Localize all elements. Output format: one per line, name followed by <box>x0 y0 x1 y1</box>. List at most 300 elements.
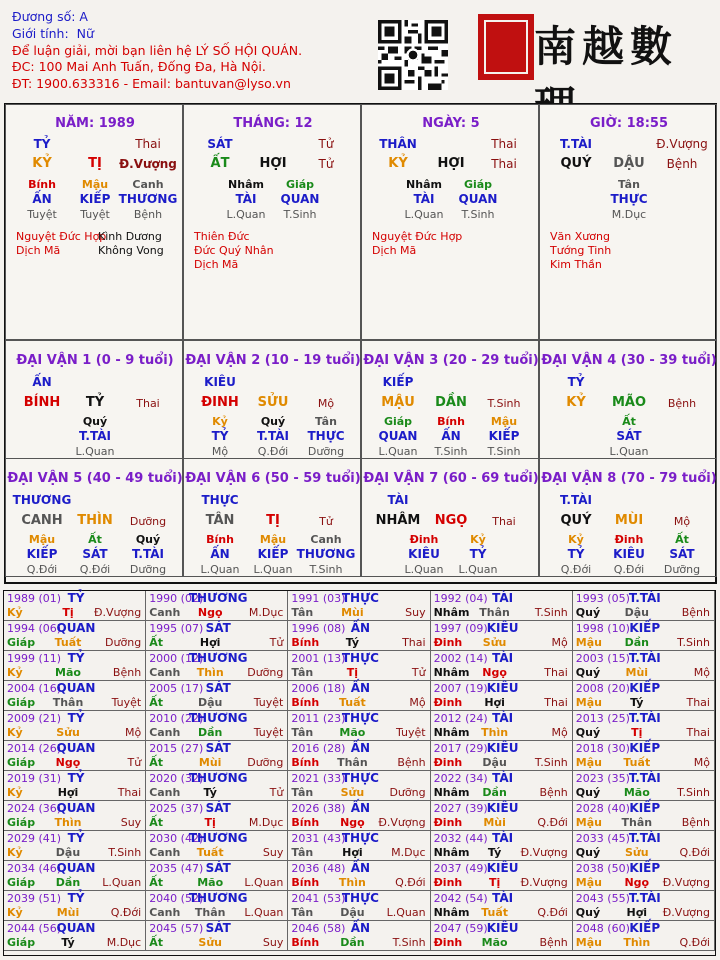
year-god: KIÊU <box>486 681 519 695</box>
year-label: 2034 (46) <box>7 862 62 875</box>
dai-van-stem: BÍNH <box>23 395 61 410</box>
hidden-stem: Canh <box>132 178 164 191</box>
year-god: KIÊU <box>486 741 519 755</box>
year-god: TỶ <box>67 771 85 785</box>
year-god: TÀI <box>492 651 514 665</box>
year-cell <box>4 891 146 921</box>
year-branch: Thân <box>479 606 510 619</box>
year-label: 2011 (23) <box>291 712 346 725</box>
year-stage: Bệnh <box>539 786 568 799</box>
hidden-stem: Ất <box>675 533 689 546</box>
year-branch: Tý <box>203 786 217 799</box>
year-label: 1993 (05) <box>575 592 630 605</box>
pillar-stem: KỶ <box>32 156 52 171</box>
year-stage: Dưỡng <box>389 786 426 799</box>
year-god: THƯƠNG <box>188 591 248 605</box>
year-stem: Giáp <box>7 816 36 829</box>
hidden-god: ẤN <box>32 192 52 206</box>
year-branch: Sửu <box>625 846 649 859</box>
year-stage: Thai <box>544 696 568 709</box>
red-seal-stamp <box>478 14 534 80</box>
year-label: 2027 (39) <box>433 802 488 815</box>
pillar-title: THÁNG: 12 <box>233 116 313 131</box>
hidden-god: TỶ <box>567 547 585 561</box>
year-branch: Tị <box>346 666 359 679</box>
year-branch: Tuất <box>623 756 651 769</box>
star-note: Kim Thần <box>550 258 602 271</box>
year-stage: Thai <box>402 636 426 649</box>
star-note: Không Vong <box>98 244 164 257</box>
year-stem: Giáp <box>7 636 36 649</box>
year-label: 2041 (53) <box>291 892 346 905</box>
year-stem: Canh <box>149 726 181 739</box>
hidden-god: ẤN <box>441 429 461 443</box>
year-stem: Đinh <box>433 816 463 829</box>
hidden-stage: T.Sinh <box>283 208 317 221</box>
star-note: Dịch Mã <box>372 244 417 257</box>
year-stage: Tuyệt <box>395 726 426 739</box>
year-god: KIẾP <box>629 681 661 695</box>
year-god: THƯƠNG <box>188 891 248 905</box>
dai-van-god: KIẾP <box>382 375 414 389</box>
brand-logo: 南越數 <box>534 22 679 71</box>
dai-van-branch: TỶ <box>85 395 105 410</box>
pillar-god: T.TÀI <box>560 137 592 151</box>
hidden-stage: Mộ <box>211 445 229 458</box>
hidden-stage: Q.Đới <box>613 563 645 576</box>
year-branch: Sửu <box>482 636 507 649</box>
year-stem: Quý <box>575 606 601 619</box>
gender-line <box>12 26 302 43</box>
year-label: 2000 (12) <box>149 652 204 665</box>
pillar-3 <box>361 104 539 340</box>
hidden-god: T.TÀI <box>79 429 111 443</box>
hidden-stage: M.Dục <box>611 208 647 221</box>
hidden-stage: L.Quan <box>226 208 266 221</box>
hidden-stage: Dưỡng <box>307 445 345 458</box>
year-stage: M.Dục <box>248 816 284 829</box>
year-cell <box>288 921 430 951</box>
hidden-stem: Bính <box>28 178 56 191</box>
year-god: ẤN <box>350 741 371 755</box>
hidden-god: QUAN <box>280 192 320 206</box>
pillar-notes <box>16 230 106 258</box>
year-god: SÁT <box>205 681 231 695</box>
year-god: THƯƠNG <box>188 651 248 665</box>
star-note: Kình Dương <box>98 230 162 243</box>
dai-van-title: ĐẠI VẬN 7 (60 - 69 tuổi) <box>363 471 539 486</box>
year-branch: Thân <box>52 696 84 709</box>
dai-van-stem: NHÂM <box>375 513 421 528</box>
year-stage: Mộ <box>124 726 142 739</box>
year-branch: Dậu <box>55 846 81 859</box>
annual-luck-table <box>3 590 716 956</box>
pillar-stage: Đ.Vượng <box>119 157 177 171</box>
year-label: 2015 (27) <box>149 742 204 755</box>
year-stage: Tuyệt <box>111 696 142 709</box>
year-cell <box>431 591 573 621</box>
year-label: 2025 (37) <box>149 802 204 815</box>
year-stem: Bính <box>291 696 320 709</box>
hidden-stem: Đinh <box>409 533 439 546</box>
gender-label: Giới tính: <box>12 25 69 41</box>
year-cell <box>431 741 573 771</box>
year-branch: Dậu <box>482 756 507 769</box>
year-god: ẤN <box>350 621 371 635</box>
year-stage: Đ.Vượng <box>520 846 568 859</box>
year-branch: Thìn <box>623 936 651 949</box>
year-branch: Hợi <box>342 846 363 859</box>
hidden-god: KIẾP <box>257 547 289 561</box>
year-branch: Hợi <box>57 786 79 799</box>
year-branch: Dần <box>340 936 365 949</box>
year-stem: Tân <box>291 786 314 799</box>
year-cell <box>431 681 573 711</box>
year-cell <box>431 921 573 951</box>
hidden-stage: T.Sinh <box>309 563 343 576</box>
year-cell <box>573 891 715 921</box>
year-cell <box>146 681 288 711</box>
year-stage: L.Quan <box>102 876 142 889</box>
dai-van-god: ẤN <box>32 375 52 389</box>
year-stem: Nhâm <box>433 666 470 679</box>
year-label: 2033 (45) <box>575 832 630 845</box>
hidden-stage: Tuyệt <box>27 208 57 221</box>
year-cell <box>4 681 146 711</box>
year-branch: Dần <box>55 876 81 889</box>
hidden-stem: Nhâm <box>228 178 264 191</box>
year-god: KIẾP <box>629 801 661 815</box>
year-label: 2008 (20) <box>575 682 630 695</box>
pillar-notes-right <box>98 230 164 258</box>
hidden-stem: Đinh <box>614 533 644 546</box>
year-label: 2012 (24) <box>433 712 488 725</box>
pillar-stage: Tử <box>318 157 334 171</box>
year-god: KIÊU <box>486 621 519 635</box>
hidden-god: KIẾP <box>79 192 111 206</box>
year-god: THƯƠNG <box>188 771 248 785</box>
year-branch: Tị <box>488 876 501 889</box>
dai-van-branch: TỊ <box>266 513 280 528</box>
year-label: 1995 (07) <box>149 622 204 635</box>
year-cell <box>146 651 288 681</box>
year-label: 2028 (40) <box>575 802 630 815</box>
year-god: TÀI <box>492 771 514 785</box>
year-stem: Kỷ <box>7 786 23 799</box>
hidden-stem: Canh <box>310 533 342 546</box>
hidden-stage: L.Quan <box>404 208 444 221</box>
pillar-notes <box>550 230 611 272</box>
year-stem: Nhâm <box>433 606 470 619</box>
dai-van-stage: Dưỡng <box>129 515 167 528</box>
year-cell <box>573 621 715 651</box>
year-branch: Mùi <box>56 906 80 919</box>
year-god: TÀI <box>492 591 514 605</box>
year-branch: Thìn <box>196 666 224 679</box>
year-branch: Thân <box>194 906 226 919</box>
year-stem: Ất <box>149 936 163 949</box>
dai-van-stem: CANH <box>21 513 63 528</box>
year-branch: Dần <box>624 636 649 649</box>
year-branch: Ngọ <box>197 606 223 619</box>
pillar-title: NĂM: 1989 <box>55 116 135 131</box>
year-branch: Mùi <box>198 756 222 769</box>
hidden-stage: T.Sinh <box>434 445 468 458</box>
dai-van-title: ĐẠI VẬN 3 (20 - 29 tuổi) <box>363 353 539 368</box>
hidden-stem: Quý <box>135 533 161 546</box>
year-stage: T.Sinh <box>677 786 710 799</box>
year-stage: M.Dục <box>391 846 426 859</box>
year-stage: Tử <box>127 756 142 769</box>
hidden-stem: Mậu <box>490 415 518 428</box>
year-cell <box>573 831 715 861</box>
pillar-notes <box>194 230 274 272</box>
year-stem: Mậu <box>575 696 602 709</box>
year-label: 2005 (17) <box>149 682 204 695</box>
year-branch: Tuất <box>54 636 82 649</box>
hidden-god: SÁT <box>82 547 108 561</box>
dai-van-title: ĐẠI VẬN 8 (70 - 79 tuổi) <box>541 471 717 486</box>
year-god: ẤN <box>350 801 371 815</box>
year-label: 2001 (13) <box>291 652 346 665</box>
year-label: 2043 (55) <box>575 892 630 905</box>
dai-van-5 <box>5 458 183 577</box>
year-god: T.TÀI <box>628 711 661 725</box>
year-branch: Dậu <box>624 606 649 619</box>
year-stem: Tân <box>291 906 314 919</box>
dai-van-god: KIÊU <box>204 375 236 389</box>
year-stem: Tân <box>291 846 314 859</box>
year-label: 2031 (43) <box>291 832 346 845</box>
year-cell <box>288 891 430 921</box>
year-label: 2030 (42) <box>149 832 204 845</box>
year-branch: Sửu <box>56 726 80 739</box>
year-label: 2018 (30) <box>575 742 630 755</box>
year-stage: Bệnh <box>397 756 426 769</box>
year-stem: Ất <box>149 696 163 709</box>
year-stem: Mậu <box>575 876 602 889</box>
hidden-stem: Kỷ <box>470 533 486 546</box>
year-branch: Tuất <box>338 696 366 709</box>
year-god: ẤN <box>350 921 371 935</box>
hidden-god: TỶ <box>211 429 229 443</box>
pillar-stage-top: Thai <box>135 137 161 151</box>
hidden-stage: Dưỡng <box>129 563 167 576</box>
dai-van-branch: DẦN <box>435 395 467 410</box>
hidden-stage: L.Quan <box>200 563 240 576</box>
year-label: 2021 (33) <box>291 772 346 785</box>
year-stem: Mậu <box>575 816 602 829</box>
year-cell <box>288 801 430 831</box>
year-label: 2020 (32) <box>149 772 204 785</box>
year-god: TỶ <box>67 591 85 605</box>
year-god: THỰC <box>341 591 379 605</box>
hidden-stage: L.Quan <box>609 445 649 458</box>
dai-van-stage: Mộ <box>317 397 335 410</box>
year-branch: Mùi <box>341 606 364 619</box>
year-stage: Mộ <box>551 636 568 649</box>
dai-van-god: T.TÀI <box>560 493 592 507</box>
year-stem: Giáp <box>7 696 36 709</box>
year-stage: Q.Đới <box>537 906 568 919</box>
year-stem: Kỷ <box>7 666 23 679</box>
year-label: 2014 (26) <box>7 742 62 755</box>
year-branch: Tý <box>630 696 644 709</box>
year-stage: Suy <box>120 816 142 829</box>
year-stage: Đ.Vượng <box>93 606 142 619</box>
star-note: Dịch Mã <box>16 244 61 257</box>
year-god: SÁT <box>205 801 231 815</box>
year-branch: Thìn <box>338 876 366 889</box>
year-cell <box>146 741 288 771</box>
hidden-stem: Kỷ <box>212 415 228 428</box>
hidden-stage: T.Sinh <box>487 445 521 458</box>
year-stem: Tân <box>291 726 314 739</box>
dai-van-title: ĐẠI VẬN 4 (30 - 39 tuổi) <box>541 353 717 368</box>
year-label: 1992 (04) <box>433 592 488 605</box>
year-label: 2009 (21) <box>7 712 62 725</box>
year-stem: Kỷ <box>7 846 23 859</box>
hidden-stem: Bính <box>437 415 465 428</box>
year-stem: Bính <box>291 636 320 649</box>
year-god: ẤN <box>350 681 371 695</box>
hidden-god: SÁT <box>669 547 695 561</box>
year-god: KIẾP <box>629 621 661 635</box>
year-stage: Q.Đới <box>395 876 426 889</box>
year-stem: Giáp <box>7 756 36 769</box>
year-stage: Q.Đới <box>679 846 710 859</box>
year-cell <box>288 591 430 621</box>
hidden-stage: L.Quan <box>458 563 498 576</box>
year-stage: Bệnh <box>681 606 710 619</box>
year-god: KIÊU <box>486 801 519 815</box>
year-label: 2024 (36) <box>7 802 62 815</box>
year-stage: Thai <box>544 666 568 679</box>
year-branch: Hợi <box>199 636 221 649</box>
pillar-branch: HỢI <box>259 156 287 171</box>
year-cell <box>4 831 146 861</box>
year-cell <box>431 651 573 681</box>
hidden-god: ẤN <box>210 547 230 561</box>
year-label: 2040 (52) <box>149 892 204 905</box>
qr-code-icon <box>378 20 448 90</box>
dai-van-god: THƯƠNG <box>12 493 72 507</box>
year-branch: Mão <box>481 936 508 949</box>
year-label: 2039 (51) <box>7 892 62 905</box>
year-god: THỰC <box>341 651 379 665</box>
star-note: Văn Xương <box>550 230 610 243</box>
dai-van-branch: NGỌ <box>434 513 468 528</box>
year-stage: M.Dục <box>106 936 142 949</box>
year-cell <box>431 771 573 801</box>
year-god: THƯƠNG <box>188 831 248 845</box>
year-stem: Nhâm <box>433 906 470 919</box>
year-god: THƯƠNG <box>188 711 248 725</box>
year-god: T.TÀI <box>628 891 661 905</box>
hidden-god: TỶ <box>469 547 487 561</box>
year-stage: L.Quan <box>244 906 284 919</box>
hidden-stem: Giáp <box>285 178 315 191</box>
year-god: QUAN <box>56 621 96 635</box>
year-stage: Suy <box>405 606 426 619</box>
year-cell <box>431 621 573 651</box>
year-stem: Giáp <box>7 936 36 949</box>
year-cell <box>573 681 715 711</box>
year-stage: Tuyệt <box>253 726 284 739</box>
year-stage: T.Sinh <box>677 636 710 649</box>
pillar-god: SÁT <box>207 137 233 151</box>
year-god: QUAN <box>56 801 96 815</box>
year-stem: Bính <box>291 756 320 769</box>
year-god: QUAN <box>56 861 96 875</box>
year-cell <box>573 801 715 831</box>
year-god: SÁT <box>205 921 231 935</box>
hidden-stage: Q.Đới <box>79 563 111 576</box>
year-label: 1999 (11) <box>7 652 62 665</box>
hidden-god: T.TÀI <box>132 547 164 561</box>
year-cell <box>288 681 430 711</box>
year-branch: Dậu <box>197 696 223 709</box>
subject-name: Đương số: A <box>12 9 88 24</box>
year-cell <box>431 801 573 831</box>
pillar-title: NGÀY: 5 <box>422 116 480 131</box>
hidden-god: THƯƠNG <box>296 547 356 561</box>
year-stem: Kỷ <box>7 726 23 739</box>
year-god: QUAN <box>56 921 96 935</box>
contact-phone-email: ĐT: 1900.633316 - Email: bantuvan@lyso.vn <box>12 76 291 92</box>
year-stage: Tử <box>269 786 284 799</box>
star-note: Đức Quý Nhân <box>194 244 274 257</box>
year-branch: Sửu <box>198 936 222 949</box>
year-branch: Tý <box>487 846 502 859</box>
star-note: Thiên Đức <box>194 230 250 243</box>
year-cell <box>146 891 288 921</box>
hidden-stage: Q.Đới <box>257 445 289 458</box>
year-god: SÁT <box>205 861 231 875</box>
hidden-stem: Kỷ <box>568 533 584 546</box>
year-god: SÁT <box>205 741 231 755</box>
dai-van-title: ĐẠI VẬN 1 (0 - 9 tuổi) <box>16 353 174 368</box>
year-label: 2037 (49) <box>433 862 488 875</box>
dai-van-6 <box>183 458 361 577</box>
pillar-stage: Bệnh <box>666 157 698 171</box>
year-branch: Sửu <box>340 786 365 799</box>
dai-van-stem: TÂN <box>205 513 235 528</box>
year-stem: Ất <box>149 876 163 889</box>
year-cell <box>146 621 288 651</box>
hidden-stem: Giáp <box>463 178 493 191</box>
year-label: 2022 (34) <box>433 772 488 785</box>
year-stage: Bệnh <box>112 666 142 679</box>
year-branch: Tuất <box>481 906 508 919</box>
star-note: Dịch Mã <box>194 258 239 271</box>
contact-address: ĐC: 100 Mai Anh Tuấn, Đống Đa, Hà Nội. <box>12 59 266 75</box>
year-branch: Dần <box>482 786 507 799</box>
dai-van-stage: Thai <box>492 515 516 528</box>
year-stage: Mộ <box>693 756 710 769</box>
year-stage: Suy <box>262 846 284 859</box>
hidden-stage: L.Quan <box>404 563 444 576</box>
dai-van-title: ĐẠI VẬN 5 (40 - 49 tuổi) <box>7 471 183 486</box>
year-label: 2006 (18) <box>291 682 346 695</box>
year-stage: Đ.Vượng <box>378 816 426 829</box>
year-cell <box>431 861 573 891</box>
year-stem: Nhâm <box>433 786 470 799</box>
year-stem: Tân <box>291 666 314 679</box>
hidden-god: SÁT <box>616 429 642 443</box>
year-label: 1998 (10) <box>575 622 630 635</box>
dai-van-stage: Bệnh <box>667 397 697 410</box>
